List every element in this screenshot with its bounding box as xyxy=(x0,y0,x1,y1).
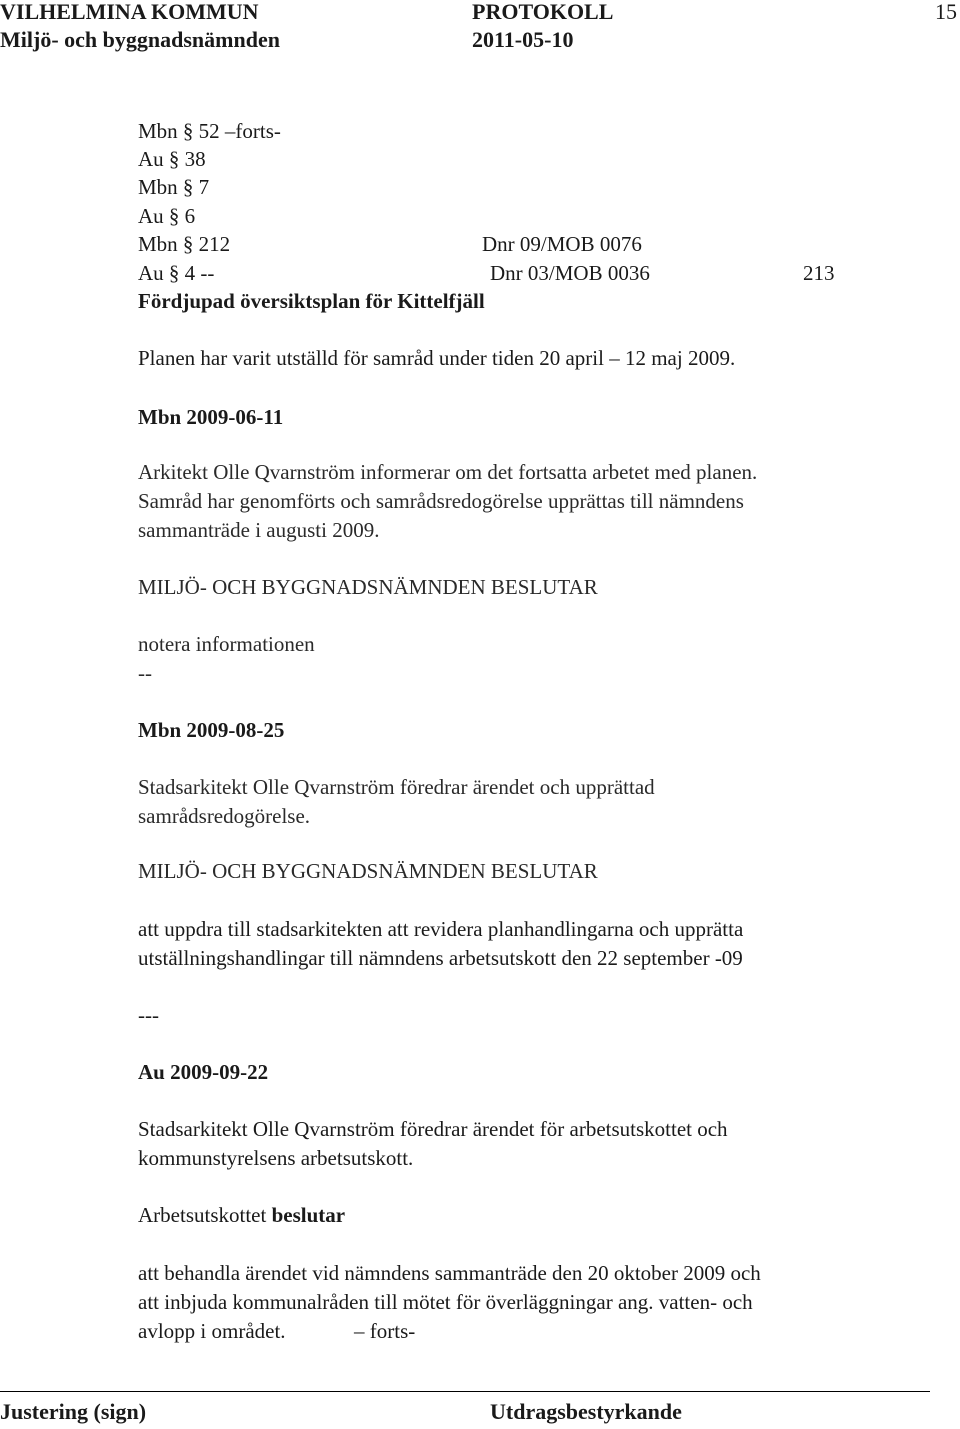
section-text-line: kommunstyrelsens arbetsutskott. xyxy=(138,1146,414,1170)
decision-verb: beslutar xyxy=(271,1203,346,1227)
continuation-marker: – forts- xyxy=(354,1319,416,1343)
decision-heading: MILJÖ- OCH BYGGNADSNÄMNDEN BESLUTAR xyxy=(138,575,598,599)
footer-rule xyxy=(0,1391,930,1392)
decision-line xyxy=(138,1201,345,1230)
section-text-line: samrådsredogörelse. xyxy=(138,804,311,828)
header-committee: Miljö- och byggnadsnämnden xyxy=(0,27,280,52)
section-heading-mbn-2009-08-25: Mbn 2009-08-25 xyxy=(138,718,285,742)
footer-utdrag: Utdragsbestyrkande xyxy=(490,1399,682,1424)
section-heading-mbn-2009-06-11: Mbn 2009-06-11 xyxy=(138,405,284,429)
decision-text-line: utställningshandlingar till nämndens arbetsutskott den 22 september -09 xyxy=(138,946,743,970)
section-text-line: Stadsarkitekt Olle Qvarnström föredrar ärendet för arbetsutskottet och xyxy=(138,1117,728,1141)
separator: --- xyxy=(138,1003,159,1027)
document-title: Fördjupad översiktsplan för Kittelfjäll xyxy=(138,289,485,313)
footer-justering: Justering (sign) xyxy=(0,1399,147,1424)
decision-text-line: avlopp i området. xyxy=(138,1319,286,1343)
section-text-line: sammanträde i augusti 2009. xyxy=(138,518,380,542)
separator: -- xyxy=(138,661,152,685)
ref-dnr-2: Dnr 03/MOB 0036 xyxy=(490,261,650,285)
header-org: VILHELMINA KOMMUN xyxy=(0,0,259,24)
header-date: 2011-05-10 xyxy=(472,27,574,52)
ref-line-3: Mbn § 7 xyxy=(138,175,210,199)
section-text-line: Stadsarkitekt Olle Qvarnström föredrar ärendet och upprättad xyxy=(138,775,655,799)
header-doc-type: PROTOKOLL xyxy=(472,0,614,24)
ref-line-5: Mbn § 212 xyxy=(138,232,231,256)
ref-page-ref: 213 xyxy=(803,261,835,285)
ref-line-6: Au § 4 -- xyxy=(138,261,215,285)
decision-text-line: att inbjuda kommunalråden till mötet för överläggningar ang. vatten- och xyxy=(138,1290,753,1314)
decision-text-line: att uppdra till stadsarkitekten att revidera planhandlingarna och upprätta xyxy=(138,917,744,941)
section-heading-au-2009-09-22: Au 2009-09-22 xyxy=(138,1060,269,1084)
decision-text: notera informationen xyxy=(138,632,315,656)
header-page-number: 15 xyxy=(935,0,957,24)
ref-line-4: Au § 6 xyxy=(138,204,196,228)
decision-heading: MILJÖ- OCH BYGGNADSNÄMNDEN BESLUTAR xyxy=(138,859,598,883)
decision-text-line: att behandla ärendet vid nämndens sammanträde den 20 oktober 2009 och xyxy=(138,1261,761,1285)
section-text-line: Samråd har genomförts och samrådsredogörelse upprättas till nämndens xyxy=(138,489,744,513)
decision-prefix: Arbetsutskottet xyxy=(138,1203,267,1227)
ref-line-2: Au § 38 xyxy=(138,147,206,171)
section-text-line: Arkitekt Olle Qvarnström informerar om det fortsatta arbetet med planen. xyxy=(138,460,758,484)
ref-dnr-1: Dnr 09/MOB 0076 xyxy=(482,232,642,256)
intro-paragraph: Planen har varit utställd för samråd under tiden 20 april – 12 maj 2009. xyxy=(138,346,736,370)
ref-line-1: Mbn § 52 –forts- xyxy=(138,119,281,143)
